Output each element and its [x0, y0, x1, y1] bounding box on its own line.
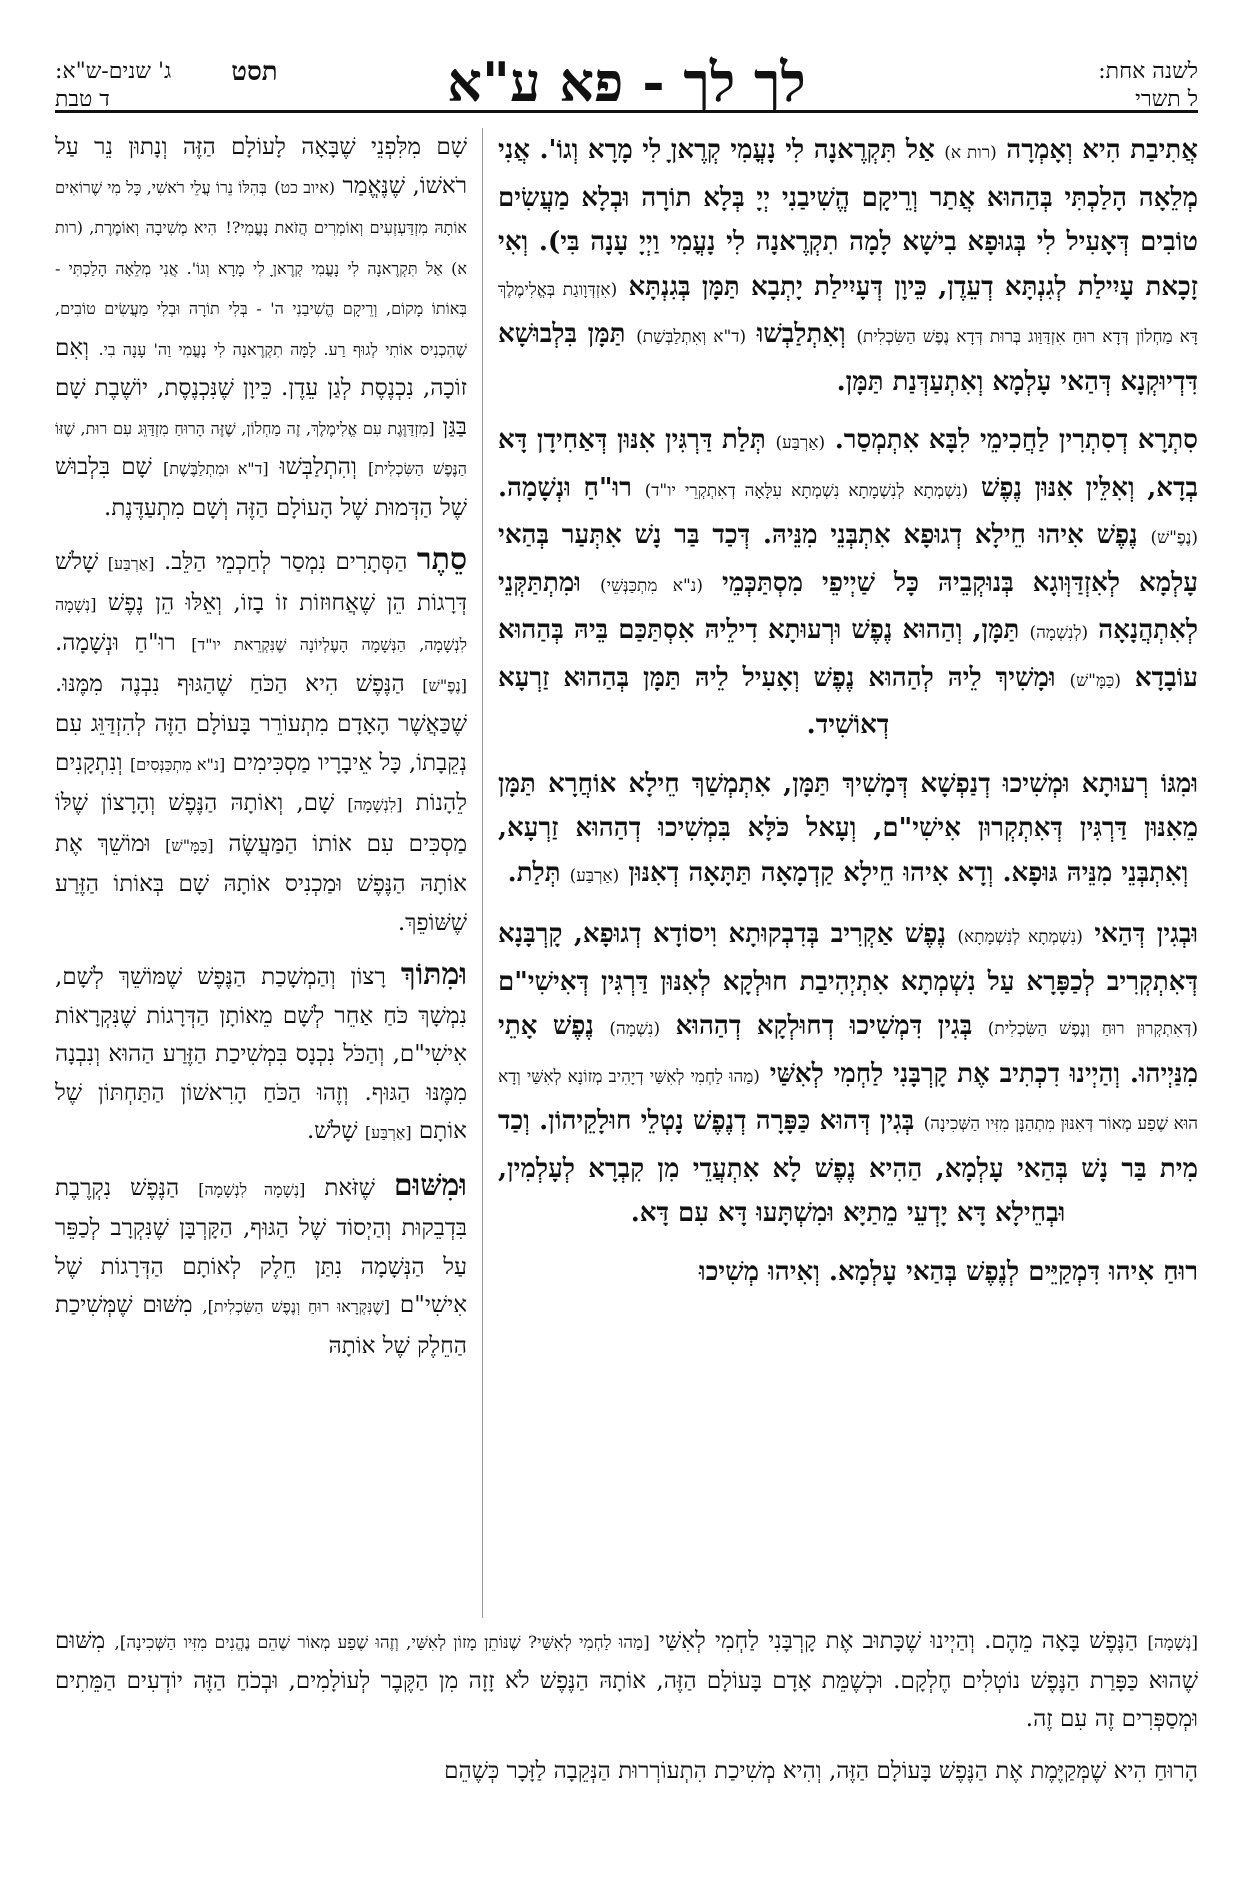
text: סִתְרָא דְסִתְרִין לַחֲכִימֵי לִבָּא אִתְמְסַר. — [834, 425, 1198, 455]
header-rule — [55, 110, 1198, 113]
zohar-paragraph — [498, 912, 1198, 1236]
variant-reading: (ד"א וְאִתְלַבְּשַׁת) — [636, 327, 747, 347]
text: הַנֶּפֶשׁ בָּאָה מֵהֶם. וְהַיְינוּ שֶׁכָּתוּב אֶת קָרְבָּנִי לַחְמִי לְאִשַּׁי — [658, 1628, 1139, 1654]
reference: (איוב כט) — [274, 177, 336, 197]
gloss: [לִנְשָׁמָה] — [347, 795, 403, 814]
text: וְאִתְלַבְשׁוּ — [756, 319, 846, 349]
text: וּמָשִׁיךְ לֵיהּ לְהַהוּא נֶפֶשׁ וְאָעִיל לֵיהּ תַּמָּן בְּהַהוּא זַרְעָא דְאוֹשִׁיד. — [498, 662, 1056, 740]
opening-word: וּמִתּוֹךְ — [400, 957, 467, 992]
zohar-column — [498, 128, 1198, 1618]
text: הַנֶּפֶשׁ נִקְרֶבֶת בִּדְבֵקוּת וְהַיְסוֹד שֶׁל הַגּוּף, הַקָּרְבָּן שֶׁנִּקְרָב לְכַפֵּר עַל הַנְּשָׁמָה נִתַּן חֵלֶק לְאוֹתָם הַדְּרָגוֹת שֶׁל אִישִׁי"ם — [55, 1174, 467, 1318]
text: שָׁם מִלִּפְנֵי שֶׁבָּאָה לָעוֹלָם הַזֶּה וְנָתוּן נֵר עַל רֹאשׁוֹ, שֶׁנֶּאֱמַר — [55, 134, 467, 199]
gloss: [אַרְבַּע] — [107, 554, 155, 573]
column-divider — [482, 128, 483, 1618]
gloss: [אַרְבַּע] — [364, 1123, 412, 1142]
text: וּמוֹשֵׁךְ אֶת אוֹתָהּ הַנֶּפֶשׁ וּמַכְנִיס אוֹתָהּ שָׁם בְּאוֹתוֹ הַזֶּרַע שֶׁשּׁוֹפֵךְ. — [55, 830, 467, 936]
schedule-date: ד טבת — [55, 87, 110, 112]
gloss: [נְשָׁמָה לִנְשָׁמָה] — [198, 1179, 306, 1199]
text: וּבְגִין דְּהַאי — [1094, 919, 1198, 949]
translation-paragraph — [55, 1752, 1198, 1790]
gloss: [מִזְדַּוֶּגֶת עִם אֱלִימֶלֶךְ, זֶה מַחְלוֹן, שֶׁזֶּה הָרוּחַ מִזְדַּוֵּג עִם רוּת, שֶׁזּוֹ הַנֶּפֶשׁ הַשִּׂכְלִית] — [55, 418, 467, 478]
gloss: [שֶׁנִּקְרָאוּ רוּחַ וְנֶפֶשׁ הַשִּׂכְלִית], — [202, 1297, 390, 1316]
gloss: (לְנִשְׁמָה) — [1029, 623, 1089, 643]
translation-column — [55, 128, 467, 1618]
text: הִיא מְשִׁיבָה וְאוֹמֶרֶת, (רות א) אַל תִּקְרֶאנָה לִי נָעֳמִי קְרֶאןָ לִי מָרָא וְגוֹ'. אֲנִי מְלֵאָה הָלַכְתִּי - בְּאוֹתוֹ מָקוֹם, וְרֵיקָם הֱשִׁיבַנִי ה' - בְּלִי תוֹרָה וּבְלִי מַעֲשִׂים טוֹבִים, שֶׁהִכְנִיס אוֹתִי לְגוּף רַע. לָמָּה תִקְרֶאנָה לִי נָעֳמִי וַה' עָנָה בִי. — [55, 218, 467, 359]
text: רוּחַ אִיהוּ דִּמְקַיֵּים לְנֶפֶשׁ בְּהַאי עָלְמָא. וְאִיהוּ מְשִׁיכוּ — [699, 1256, 1198, 1287]
text: רָצוֹן וְהַמְשָׁכַת הַנֶּפֶשׁ שֶׁמּוֹשֵׁךְ לְשָׁם, נִמְשָׁךְ כֹּחַ אַחֵר לְשָׁם מֵאוֹתָן הַדְּרָגוֹת שֶׁנִּקְרָאוֹת אִישִׁי"ם, וְהַכֹּל נִכְנָס בִּמְשִׁיכַת הַזֶּרַע הַהוּא וְנִבְנָה מִמֶּנּוּ הַגּוּף. וְזֶהוּ הַכֹּחַ הָרִאשׁוֹן הַתַּחְתּוֹן שֶׁל אוֹתָם — [55, 964, 467, 1144]
translation-paragraph — [55, 1622, 1198, 1738]
zohar-paragraph — [498, 1250, 1198, 1295]
schedule-date: ל תשרי — [1135, 87, 1198, 112]
text: נֶפֶשׁ אָתֵי מִנַּיְיהוּ. וְהַיְינוּ דִכְתִיב אֶת קָרְבָּנִי לַחְמִי לְאִשַּׁי — [498, 1011, 1198, 1089]
gloss: (דְּאִתְקְרוּן רוּחַ וְנֶפֶשׁ הַשִּׂכְלִית) — [987, 1019, 1198, 1039]
gloss: [נְשָׁמָה] — [1147, 1633, 1198, 1653]
schedule-label: ג' שנים-ש"א: — [55, 59, 172, 84]
gloss: (נִשְׁמְתָא לְנִשְׁמָתָא) — [957, 927, 1083, 947]
text: שָׁלֹשׁ דְּרָגוֹת הֵן שֶׁאֲחוּזוֹת זוֹ בָזוֹ, וְאֵלּוּ הֵן נֶפֶשׁ — [55, 549, 467, 616]
variant-reading: (נ"א מִתְכַּנְּשֵׁי) — [600, 575, 703, 596]
text: רוּ"חַ וּנְשָׁמָה. — [55, 630, 176, 656]
text: רוּ"חַ וּנְשָׁמָה. — [498, 472, 632, 503]
gloss: (כַּמָּ"שׁ) — [1069, 670, 1121, 691]
text: וְהִתְלַבְּשׁוּ — [279, 454, 357, 480]
text: וְנִתְקָנִים לֵהָנוֹת — [55, 749, 467, 816]
text: וְאִם זוֹכָה, נִכְנֶסֶת לְגַן עֵדֶן. כֵּיוָן שֶׁנִּכְנֶסֶת, יוֹשֶׁבֶת שָׁם בַּגַּן — [55, 334, 467, 440]
text: הַסְּתָרִים נִמְסַר לְחַכְמֵי הַלֵּב. — [163, 549, 408, 575]
text: בְּגִין דִּמְשִׁיכוּ דְחוּלְקָא דְהַהוּא — [675, 1011, 973, 1041]
text: שָׁם, וְאוֹתָהּ הַנֶּפֶשׁ וְהָרָצוֹן שֶׁלּוֹ מַסְכִּים עִם אוֹתוֹ הַמַּעֲשֶׂה — [55, 790, 467, 857]
text: בְּהִלּוֹ נֵרוֹ עֲלֵי רֹאשִׁי, כָּל מִי שֶׁרוֹאִים אוֹתָהּ מִזְדַּעְזְעִים וְאוֹמְרִים הֲזֹאת נָעֳמִי?! — [55, 177, 467, 237]
opening-word: וּמִשּׁוּם — [393, 1167, 467, 1203]
gloss: (מַהוּ לַחְמִי לְאִשַּׁי דְיָהִיב מְזוֹנָא לְאִשַּׁי וְדָא הוּא שֶׁפַע מְאוֹר דְּאִנּוּן מִתְהַנָּן מִזִּיו הַשְּׁכִינָה) — [498, 1066, 1198, 1134]
page-number: תסט — [231, 57, 278, 87]
variant-reading: [נ"א מִתְכַּנְּסִים] — [129, 754, 226, 774]
gloss: (נִשְׁמְתָא לְנִשְׁמָתָא נִשְׁמְתָא עִלָּאָה דְאִתְקְרֵי יו"ד) — [644, 480, 969, 501]
text: וּמִגּוֹ רְעוּתָא וּמְשִׁיכוּ דְנַפְשָׁא דְּמָשִׁיךְ תַּמָּן, אִתְמְשַׁךְ חֵילָא אוֹחֲרָא תַּמָּן מֵאִנּוּן דַּרְגִּין דְּאִתְקְרוּן אִישִׁי"ם, וְעָאל כֹּלָּא בִּמְשִׁיכוּ דְהַהוּא זַרְעָא, וְאִתְבְּנֵי מִנֵּיהּ גּוּפָא. וְדָא אִיהוּ חֵילָא קַדְמָאָה תַּתָּאָה דְאִנּוּן — [498, 768, 1198, 888]
text: שָׁם בִּלְבוּשׁ שֶׁל הַדְּמוּת שֶׁל הָעוֹלָם הַזֶּה וְשָׁם מִתְעַדֶּנֶת. — [55, 454, 467, 521]
gloss: [מַהוּ לַחְמִי לְאִשַּׁי? שֶׁנּוֹתֵן מָזוֹן לְאִשַּׁי, וְזֶהוּ שֶׁפַע מְאוֹר שֶׁהֵם נֶהֱנִים מִזִּיו הַשְּׁכִינָה], — [114, 1633, 650, 1653]
page-title: לך לך - פא ע"א — [447, 50, 806, 114]
text: הַנֶּפֶשׁ הִיא הַכֹּחַ שֶׁהַגּוּף נִבְנֶה מִמֶּנּוּ. שֶׁכַּאֲשֶׁר הָאָדָם מִתְעוֹרֵר בָּעוֹלָם הַזֶּה לְהִזְדַּוֵּג עִם נְקֵבָתוֹ, כָּל אֵיבָרָיו מַסְכִּימִים — [55, 670, 467, 776]
text: וּמִתְתַּקְּנֵי לְאִתְהֲנָאָה — [498, 567, 1198, 645]
text: שָׁלֹשׁ. — [306, 1118, 358, 1144]
variant-reading: [ד"א וּמִתְלַבֶּשֶׁת] — [162, 459, 269, 478]
text: מִשּׁוּם שֶׁמְּשִׁיכַת הַחֵלֶק שֶׁל אוֹתָהּ — [55, 1292, 467, 1359]
reading-schedule-three-years — [55, 58, 278, 114]
zohar-paragraph — [498, 762, 1198, 899]
schedule-label: לשנה אחת: — [1098, 59, 1198, 84]
text: אֲתִיבַת הִיא וְאָמְרָה — [1006, 135, 1198, 165]
page-header — [55, 52, 1198, 114]
text: תְּלַת. — [507, 857, 561, 888]
text: הָרוּחַ הִיא שֶׁמְּקַיֶּמֶת אֶת הַנֶּפֶשׁ בָּעוֹלָם הַזֶּה, וְהִיא מְשִׁיכַת הִתְעוֹרְרוּת הַנְּקֵבָה לַזָּכָר כְּשֶׁהֵם — [444, 1758, 1198, 1784]
text: מִשּׁוּם שֶׁהוּא כַּפָּרַת הַנֶּפֶשׁ נוֹטְלִים חֶלְקָם. וּכְשֶׁמֵּת אָדָם בָּעוֹלָם הַזֶּה, אוֹתָהּ הַנֶּפֶשׁ לֹא זָזָה מִן הַקֶּבֶר לְעוֹלָמִים, וּבְכֹחַ הַזֶּה יוֹדְעִים הַמֵּתִים וּמְסַפְּרִים זֶה עִם זֶה. — [55, 1628, 1198, 1732]
gloss: (אִזְדְּוָוגַת בְּאֱלִימֶלֶךְ דָּא מַחְלוֹן דְּדָא רוּחַ אִזְדַּוַּוג בְּרוּת דְּדָא נֶפֶשׁ הַשִּׂכְלִית) — [498, 279, 1198, 347]
text: בְּגִין דְּהוּא כַּפָּרָה דְנֶפֶשׁ נָטְלֵי חוּלָקֵיהוֹן. וְכַד מִית בַּר נָשׁ בְּהַאי עָלְמָא, הַהִיא נֶפֶשׁ לָא אִתְעֲדֵי מִן קִבְרָא לְעָלְמִין, וּבְחֵילָא דָּא יָדְעֵי מֵתַיָּא וּמִשְׁתָּעוּ דָּא עִם דָּא. — [498, 1106, 1198, 1228]
text: נֶפֶשׁ אַקְרִיב בְּדִבְקוּתָא וִיסוֹדָא דְגוּפָא, קָרְבָּנָא דְּאִתְקְרִיב לְכַפָּרָא עַל נִשְׁמְתָא אִתְיְהִיבַת חוּלְקָא לְאִנּוּן דַּרְגִּין דְּאִישִׁי"ם — [498, 919, 1198, 997]
gloss: [נֶפֶ"שׁ] — [422, 675, 467, 695]
text: אַל תִּקְרֶאנָה לִי נָעֳמִי קְרֶאןָ לִי מָרָא וְגוֹ'. אֲנִי מְלֵאָה הָלַכְתִּי בְּהַהוּא אֲתַר וְרֵיקָם הֱשִׁיבַנִי יְיָ בְּלָא תוֹרָה וּבְלָא מַעֲשִׂים טוֹבִים דְּאָעִיל לִי בְּגוּפָא בִישָׁא לָמָה תִקְרֶאנָה לִי נָעֳמִי וַיְיָ עָנָה בִּי). וְאִי זָכָאת עָיִילַת לְגִנְתָּא דְעֵדֶן, כֵּיוָן דְּעָיִילַת יָתְבָא תַּמָּן בְּגִנְתָּא — [498, 135, 1198, 302]
text: תְּלַת דַּרְגִּין אִנּוּן דְּאַחִידָן דָּא בְדָא, וְאִלֵּין אִנּוּן נֶפֶשׁ — [498, 425, 1198, 503]
zohar-paragraph — [498, 128, 1198, 404]
translation-continuation — [55, 1622, 1198, 1837]
zohar-paragraph — [498, 418, 1198, 748]
text: שֶׁזֹּאת — [324, 1174, 375, 1201]
text: נֶפֶשׁ אִיהוּ חֵילָא דְגוּפָא אִתְבְּנֵי מִנֵּיהּ. דְּכַד בַּר נָשׁ אִתְּעַר בְּהַאי עָלְמָא לְאִזְדַּוְּוגָא בְּנוּקְבֵיהּ כָּל שַׁיְיפֵי מִסְתַּכְּמֵי — [498, 520, 1198, 598]
opening-word: סֵתֶר — [416, 542, 467, 577]
text: תַּמָּן, וְהַהוּא נֶפֶשׁ וּרְעוּתָא דִילֵיהּ אִסְתַּכַּם בֵּיהּ בְּהַהוּא עוֹבָדָא — [498, 615, 1198, 693]
reference: (רות א) — [944, 143, 997, 163]
translation-paragraph — [55, 1167, 467, 1366]
translation-paragraph — [55, 128, 467, 527]
gloss: (אַרְבַּע) — [569, 865, 620, 886]
gloss: (נֶפֶ"שׁ) — [1150, 528, 1198, 548]
gloss: (נִשְׁמָה) — [609, 1019, 661, 1039]
translation-paragraph — [55, 541, 467, 942]
gloss: [נְשָׁמָה לִנְשָׁמָה, הַנְּשָׁמָה הָעֶלְיוֹנָה שֶׁנִּקְרֵאת יו"ד] — [55, 594, 467, 654]
translation-paragraph — [55, 956, 467, 1153]
gloss: (אַרְבַּע) — [775, 433, 826, 453]
gloss: [כַּמָּ"שׁ] — [165, 835, 214, 855]
text: תַּמָּן בִּלְבוּשָׁא דִּדְיוּקְנָא דְּהַאי עָלְמָא וְאִתְעַדְּנַת תַּמָּן. — [498, 319, 1198, 397]
